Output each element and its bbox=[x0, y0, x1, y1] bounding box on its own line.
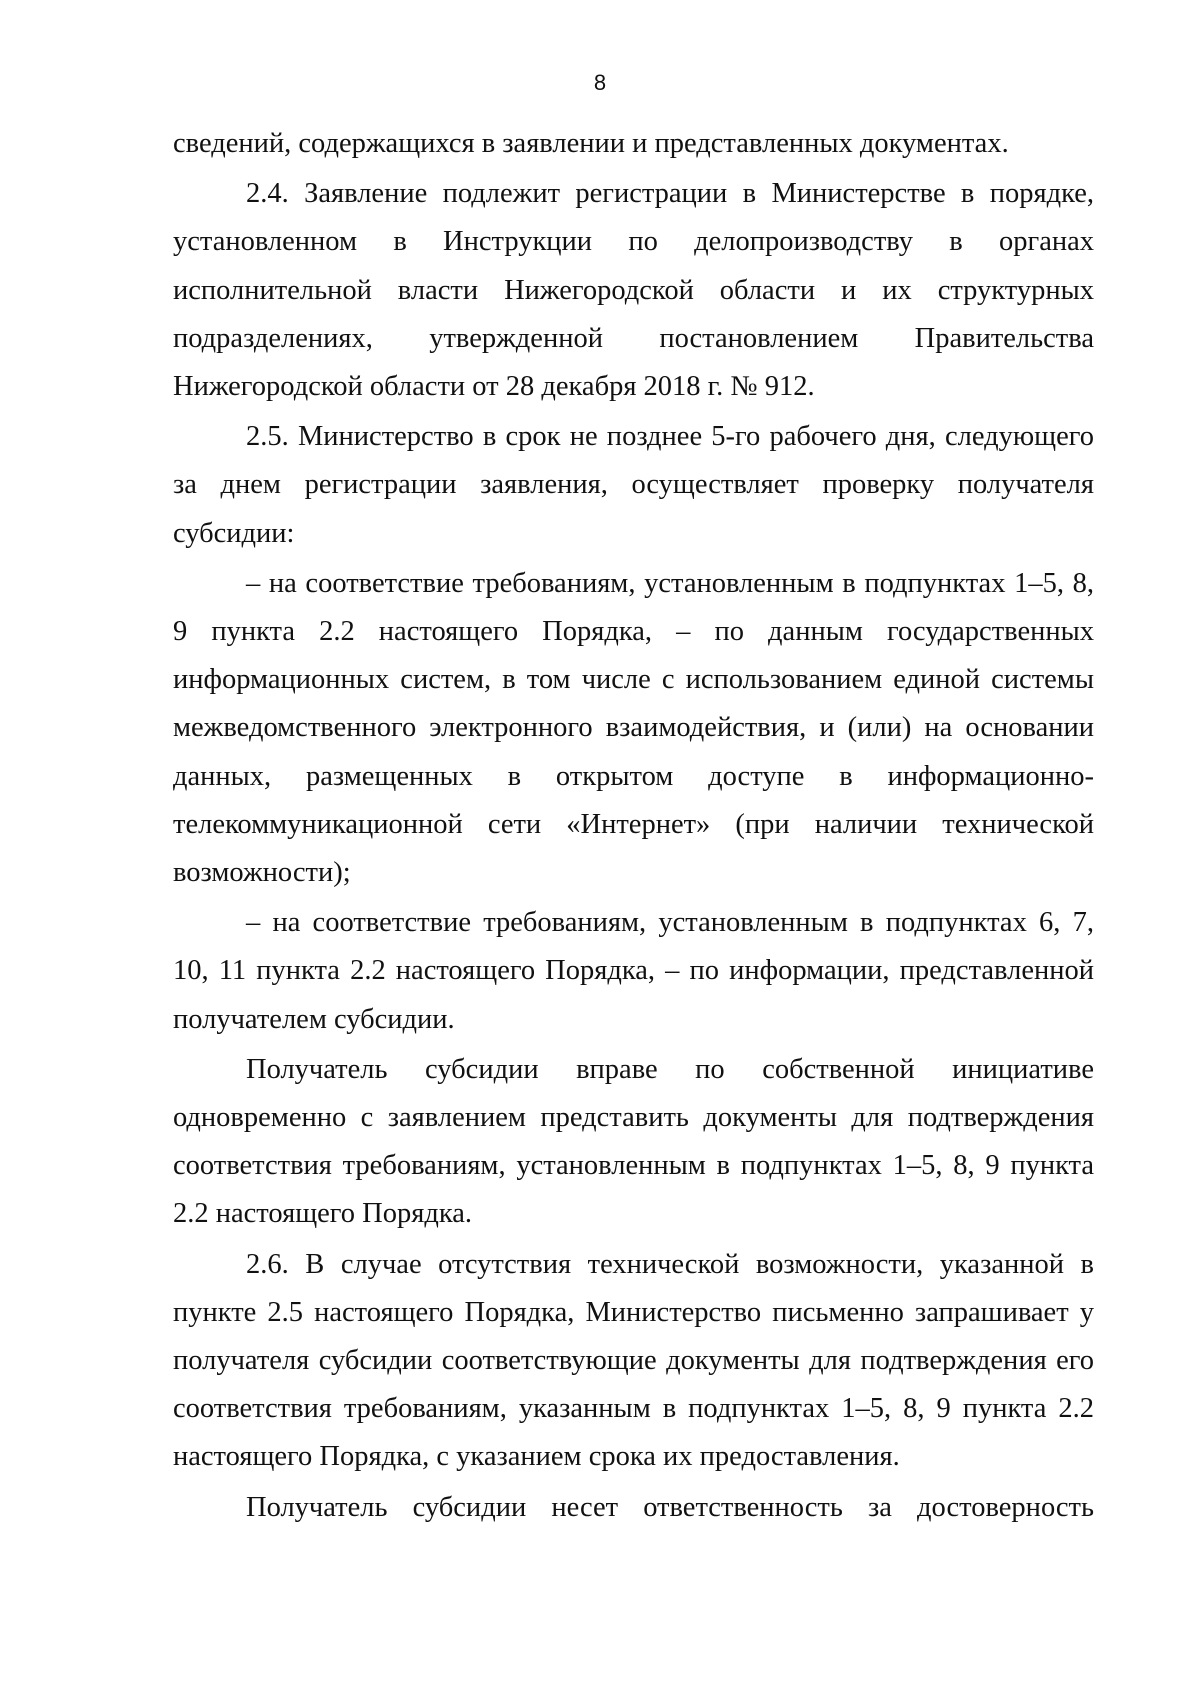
paragraph-continuation: сведений, содержащихся в заявлении и представленных документах. bbox=[173, 128, 1009, 159]
paragraph-recipient-right: Получатель субсидии вправе по собственной инициативе одновременно с заявлением представить документы для подтверждения соответствия требованиям, установленным в подпунктах 1–5, 8, 9 пункта 2.2 настоящего Порядка. bbox=[173, 1053, 1094, 1230]
paragraph-2-5-item-1: – на соответствие требованиям, установленным в подпунктах 1–5, 8, 9 пункта 2.2 настоящего Порядка, – по данным государственных информационных систем, в том числе с использованием единой системы межведомственного электронного взаимодействия, и (или) на основании данных, размещенных в открытом доступе в информационно-телекоммуникационной сети «Интернет» (при наличии технической возможности); bbox=[173, 567, 1094, 889]
paragraph-2-6: 2.6. В случае отсутствия технической возможности, указанной в пункте 2.5 настоящего Порядка, Министерство письменно запрашивает у получателя субсидии соответствующие документы для подтверждения его соответствия требованиям, указанным в подпунктах 1–5, 8, 9 пункта 2.2 настоящего Порядка, с указанием срока их предоставления. bbox=[173, 1248, 1094, 1473]
document-body bbox=[173, 120, 1094, 1532]
page-number: 8 bbox=[593, 70, 607, 95]
paragraph-2-4: 2.4. Заявление подлежит регистрации в Министерстве в порядке, установленном в Инструкции по делопроизводству в органах исполнительной власти Нижегородской области и их структурных подразделениях, утвержденной постановлением Правительства Нижегородской области от 28 декабря 2018 г. № 912. bbox=[173, 178, 1094, 403]
paragraph-2-5: 2.5. Министерство в срок не позднее 5-го рабочего дня, следующего за днем регистрации заявления, осуществляет проверку получателя субсидии: bbox=[173, 421, 1094, 549]
paragraph-recipient-responsibility: Получатель субсидии несет ответственность за достоверность bbox=[246, 1491, 1094, 1523]
paragraph-2-5-item-2: – на соответствие требованиям, установленным в подпунктах 6, 7, 10, 11 пункта 2.2 настоящего Порядка, – по информации, представленной получателем субсидии. bbox=[173, 907, 1094, 1035]
